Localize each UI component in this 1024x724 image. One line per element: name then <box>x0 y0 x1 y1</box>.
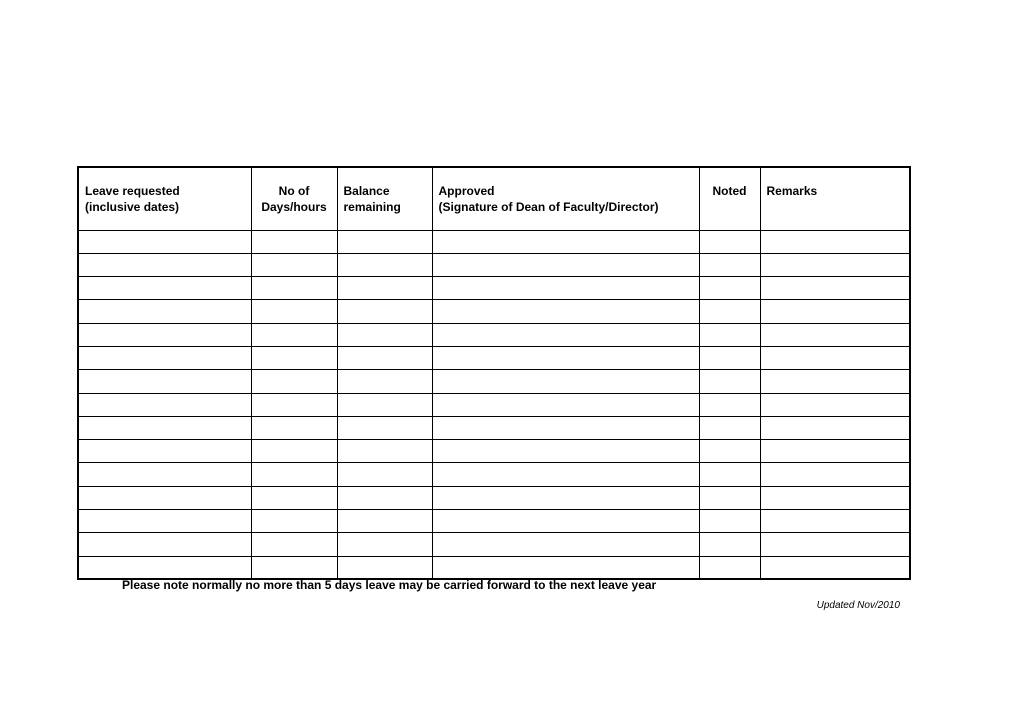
remarks-cell[interactable] <box>760 440 910 463</box>
noted-cell[interactable] <box>699 300 760 323</box>
table-row <box>78 230 910 253</box>
noted-cell[interactable] <box>699 253 760 276</box>
days-hours-cell[interactable] <box>251 346 337 369</box>
noted-cell[interactable] <box>699 510 760 533</box>
leave-requested-cell[interactable] <box>78 253 251 276</box>
leave-requested-cell[interactable] <box>78 323 251 346</box>
leave-requested-cell[interactable] <box>78 556 251 579</box>
balance-cell[interactable] <box>337 486 432 509</box>
leave-record-table <box>77 166 911 580</box>
leave-requested-cell[interactable] <box>78 230 251 253</box>
noted-cell[interactable] <box>699 230 760 253</box>
table-row <box>78 440 910 463</box>
balance-cell[interactable] <box>337 300 432 323</box>
remarks-cell[interactable] <box>760 556 910 579</box>
balance-cell[interactable] <box>337 277 432 300</box>
approved-cell[interactable] <box>432 230 699 253</box>
table-row <box>78 253 910 276</box>
leave-requested-cell[interactable] <box>78 440 251 463</box>
header-noted: Noted <box>699 167 760 230</box>
remarks-cell[interactable] <box>760 277 910 300</box>
balance-cell[interactable] <box>337 510 432 533</box>
balance-cell[interactable] <box>337 253 432 276</box>
days-hours-cell[interactable] <box>251 440 337 463</box>
remarks-cell[interactable] <box>760 370 910 393</box>
table-header-row <box>78 167 910 230</box>
noted-cell[interactable] <box>699 440 760 463</box>
header-approved: Approved (Signature of Dean of Faculty/Director) <box>432 167 699 230</box>
noted-cell[interactable] <box>699 323 760 346</box>
table-row <box>78 556 910 579</box>
header-leave-requested: Leave requested (inclusive dates) <box>78 167 251 230</box>
leave-requested-cell[interactable] <box>78 277 251 300</box>
noted-cell[interactable] <box>699 463 760 486</box>
approved-cell[interactable] <box>432 346 699 369</box>
balance-cell[interactable] <box>337 393 432 416</box>
table-row <box>78 533 910 556</box>
leave-requested-cell[interactable] <box>78 393 251 416</box>
remarks-cell[interactable] <box>760 510 910 533</box>
noted-cell[interactable] <box>699 393 760 416</box>
noted-cell[interactable] <box>699 533 760 556</box>
leave-requested-cell[interactable] <box>78 300 251 323</box>
balance-cell[interactable] <box>337 463 432 486</box>
remarks-cell[interactable] <box>760 486 910 509</box>
approved-cell[interactable] <box>432 370 699 393</box>
days-hours-cell[interactable] <box>251 253 337 276</box>
remarks-cell[interactable] <box>760 230 910 253</box>
days-hours-cell[interactable] <box>251 556 337 579</box>
header-balance-remaining: Balance remaining <box>337 167 432 230</box>
approved-cell[interactable] <box>432 253 699 276</box>
approved-cell[interactable] <box>432 300 699 323</box>
table-row <box>78 300 910 323</box>
balance-cell[interactable] <box>337 533 432 556</box>
noted-cell[interactable] <box>699 346 760 369</box>
remarks-cell[interactable] <box>760 346 910 369</box>
approved-cell[interactable] <box>432 556 699 579</box>
header-remarks: Remarks <box>760 167 910 230</box>
header-no-of-days: No of Days/hours <box>251 167 337 230</box>
days-hours-cell[interactable] <box>251 393 337 416</box>
remarks-cell[interactable] <box>760 416 910 439</box>
leave-requested-cell[interactable] <box>78 510 251 533</box>
noted-cell[interactable] <box>699 277 760 300</box>
days-hours-cell[interactable] <box>251 486 337 509</box>
leave-requested-cell[interactable] <box>78 346 251 369</box>
table-row <box>78 323 910 346</box>
leave-requested-cell[interactable] <box>78 486 251 509</box>
remarks-cell[interactable] <box>760 323 910 346</box>
table-row <box>78 277 910 300</box>
leave-requested-cell[interactable] <box>78 416 251 439</box>
remarks-cell[interactable] <box>760 253 910 276</box>
balance-cell[interactable] <box>337 323 432 346</box>
approved-cell[interactable] <box>432 277 699 300</box>
leave-requested-cell[interactable] <box>78 370 251 393</box>
approved-cell[interactable] <box>432 533 699 556</box>
noted-cell[interactable] <box>699 370 760 393</box>
remarks-cell[interactable] <box>760 300 910 323</box>
balance-cell[interactable] <box>337 556 432 579</box>
approved-cell[interactable] <box>432 393 699 416</box>
days-hours-cell[interactable] <box>251 323 337 346</box>
table-row <box>78 370 910 393</box>
approved-cell[interactable] <box>432 416 699 439</box>
remarks-cell[interactable] <box>760 393 910 416</box>
leave-requested-cell[interactable] <box>78 463 251 486</box>
table-row <box>78 416 910 439</box>
table-row <box>78 463 910 486</box>
balance-cell[interactable] <box>337 370 432 393</box>
remarks-cell[interactable] <box>760 463 910 486</box>
balance-cell[interactable] <box>337 346 432 369</box>
carry-forward-note: Please note normally no more than 5 days leave may be carried forward to the next leave year <box>122 578 657 592</box>
noted-cell[interactable] <box>699 416 760 439</box>
table-row <box>78 346 910 369</box>
balance-cell[interactable] <box>337 416 432 439</box>
days-hours-cell[interactable] <box>251 510 337 533</box>
approved-cell[interactable] <box>432 440 699 463</box>
table-row <box>78 486 910 509</box>
noted-cell[interactable] <box>699 556 760 579</box>
noted-cell[interactable] <box>699 486 760 509</box>
table-row <box>78 393 910 416</box>
updated-date: Updated Nov/2010 <box>816 600 900 611</box>
leave-requested-cell[interactable] <box>78 533 251 556</box>
balance-cell[interactable] <box>337 230 432 253</box>
approved-cell[interactable] <box>432 323 699 346</box>
days-hours-cell[interactable] <box>251 300 337 323</box>
balance-cell[interactable] <box>337 440 432 463</box>
days-hours-cell[interactable] <box>251 416 337 439</box>
table-body <box>78 230 910 579</box>
days-hours-cell[interactable] <box>251 277 337 300</box>
table-row <box>78 510 910 533</box>
approved-cell[interactable] <box>432 463 699 486</box>
remarks-cell[interactable] <box>760 533 910 556</box>
approved-cell[interactable] <box>432 510 699 533</box>
days-hours-cell[interactable] <box>251 533 337 556</box>
days-hours-cell[interactable] <box>251 463 337 486</box>
approved-cell[interactable] <box>432 486 699 509</box>
days-hours-cell[interactable] <box>251 230 337 253</box>
days-hours-cell[interactable] <box>251 370 337 393</box>
